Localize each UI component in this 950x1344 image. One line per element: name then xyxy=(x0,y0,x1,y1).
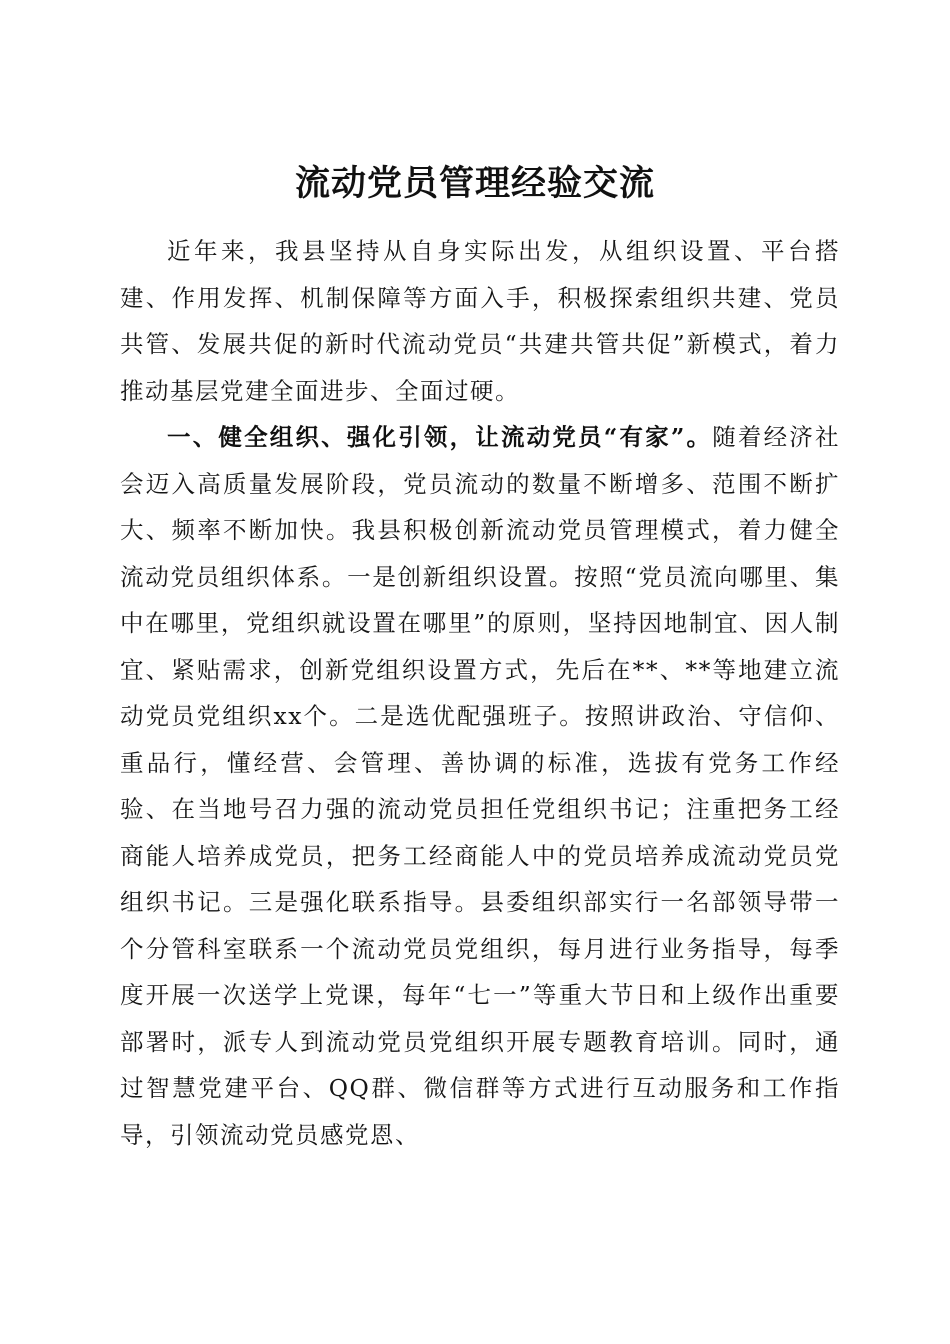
section-one-heading: 一、健全组织、强化引领，让流动党员“有家”。 xyxy=(167,423,713,451)
document-body xyxy=(120,228,840,1158)
document-title: 流动党员管理经验交流 xyxy=(294,163,655,205)
intro-paragraph xyxy=(120,228,840,414)
intro-paragraph-text: 近年来，我县坚持从自身实际出发，从组织设置、平台搭建、作用发挥、机制保障等方面入手，积极探索组织共建、党员共管、发展共促的新时代流动党员“共建共管共促”新模式，着力推动基层党建全面进步、全面过硬。 xyxy=(120,237,840,405)
section-one-text: 随着经济社会迈入高质量发展阶段，党员流动的数量不断增多、范围不断扩大、频率不断加快。我县积极创新流动党员管理模式，着力健全流动党员组织体系。一是创新组织设置。按照“党员流向哪里、集中在哪里，党组织就设置在哪里”的原则，坚持因地制宜、因人制宜、紧贴需求，创新党组织设置方式，先后在**、**等地建立流动党员党组织xx个。二是选优配强班子。按照讲政治、守信仰、重品行，懂经营、会管理、善协调的标准，选拔有党务工作经验、在当地号召力强的流动党员担任党组织书记；注重把务工经商能人培养成党员，把务工经商能人中的党员培养成流动党员党组织书记。三是强化联系指导。县委组织部实行一名部领导带一个分管科室联系一个流动党员党组织，每月进行业务指导，每季度开展一次送学上党课，每年“七一”等重大节日和上级作出重要部署时，派专人到流动党员党组织开展专题教育培训。同时，通过智慧党建平台、QQ群、微信群等方式进行互动服务和工作指导，引领流动党员感党恩、 xyxy=(120,423,840,1149)
section-one-paragraph xyxy=(120,414,840,1158)
